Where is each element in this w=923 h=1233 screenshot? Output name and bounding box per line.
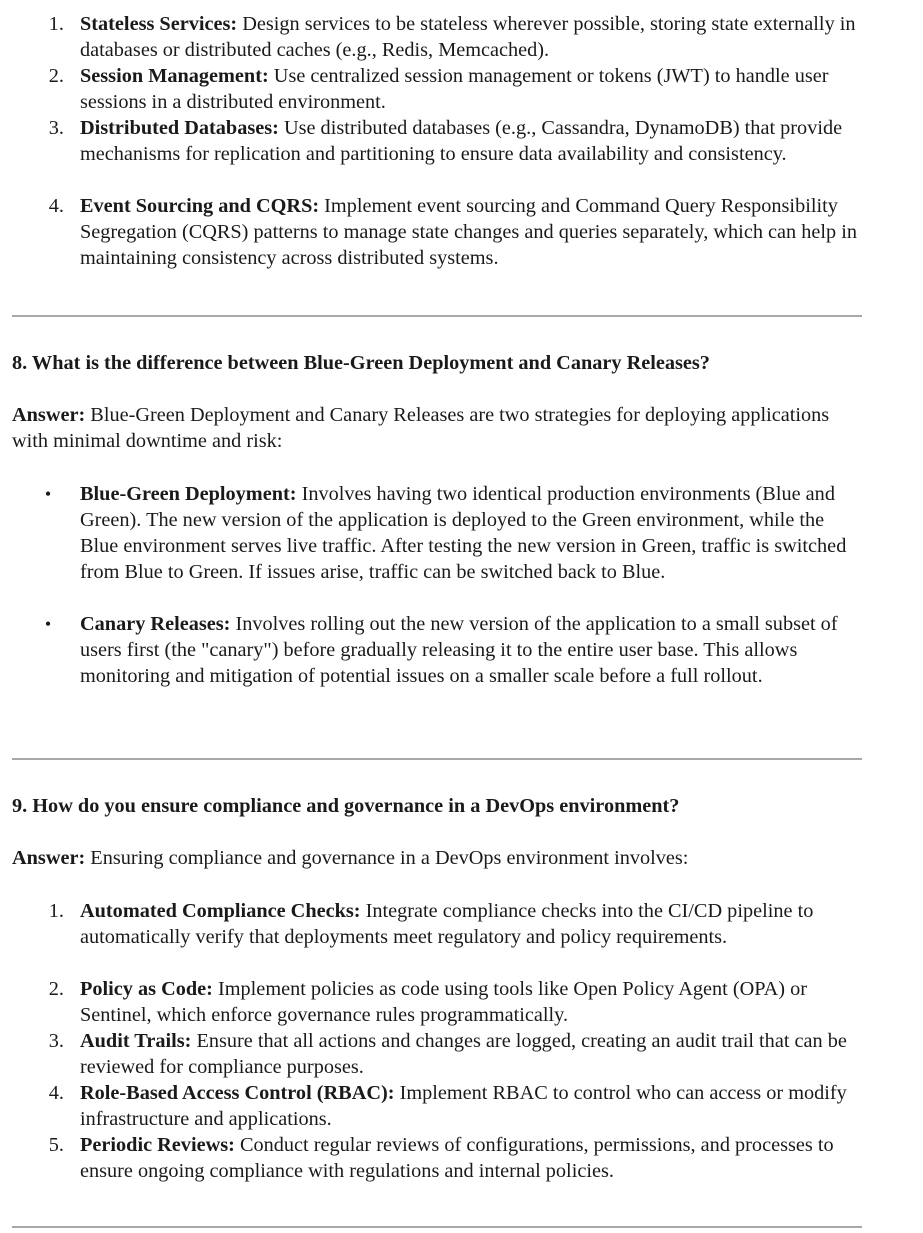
list-text: Use distributed databases (e.g., Cassandra, DynamoDB) that provide mechanisms for replication and partitioning to ensure data availability and consistency. [80,117,843,165]
question-heading: 9. How do you ensure compliance and governance in a DevOps environment? [12,795,680,817]
list-item [0,1080,860,1132]
list-term: Automated Compliance Checks: [80,900,361,922]
list-number: 4. [48,1082,64,1104]
list-text: Conduct regular reviews of configurations, permissions, and processes to ensure ongoing compliance with regulations and internal policies. [80,1134,834,1182]
list-number: 1. [48,13,64,35]
list-item [0,11,860,63]
list-item [0,1132,860,1184]
list-item [0,481,860,611]
list-term: Blue-Green Deployment: [80,483,297,505]
list-text: Implement RBAC to control who can access or modify infrastructure and applications. [80,1082,847,1130]
list-term: Audit Trails: [80,1030,192,1052]
list-number: 2. [48,978,64,1000]
list-text: Implement event sourcing and Command Query Responsibility Segregation (CQRS) patterns to manage state changes and queries separately, which can help in maintaining consistency across distributed systems. [80,195,858,269]
list-term: Event Sourcing and CQRS: [80,195,320,217]
list-term: Canary Releases: [80,613,231,635]
list-text: Integrate compliance checks into the CI/CD pipeline to automatically verify that deployments meet regulatory and policy requirements. [80,900,814,948]
deployment-strategies-list [0,481,860,715]
answer-label: Answer: [12,404,86,426]
list-term: Distributed Databases: [80,117,279,139]
section-divider [12,758,862,760]
list-number: 1. [48,900,64,922]
section-divider [12,315,862,317]
question-heading: 8. What is the difference between Blue-Green Deployment and Canary Releases? [12,352,710,374]
answer-paragraph [12,845,862,871]
answer-text: Blue-Green Deployment and Canary Releases are two strategies for deploying applications with minimal downtime and risk: [12,404,830,452]
list-term: Periodic Reviews: [80,1134,235,1156]
list-text: Design services to be stateless wherever possible, storing state externally in databases or distributed caches (e.g., Redis, Memcached). [80,13,856,61]
list-number: 3. [48,117,64,139]
answer-text: Ensuring compliance and governance in a DevOps environment involves: [85,847,689,869]
list-number: 3. [48,1030,64,1052]
list-text: Implement policies as code using tools like Open Policy Agent (OPA) or Sentinel, which enforce governance rules programmatically. [80,978,808,1026]
answer-paragraph [12,402,862,454]
list-number: 5. [48,1134,64,1156]
bullet-icon: • [44,484,52,504]
list-text: Ensure that all actions and changes are logged, creating an audit trail that can be reviewed for compliance purposes. [80,1030,847,1078]
list-number: 4. [48,195,64,217]
list-term: Policy as Code: [80,978,213,1000]
section-divider [12,1226,862,1228]
list-item [0,976,860,1028]
list-term: Session Management: [80,65,269,87]
list-text: Involves rolling out the new version of the application to a small subset of users first (the "canary") before gradually releasing it to the entire user base. This allows monitoring and mitigation of potential issues on a smaller scale before a full rollout. [80,613,838,687]
list-item [0,193,860,271]
list-number: 2. [48,65,64,87]
list-item [0,1028,860,1080]
list-term: Stateless Services: [80,13,238,35]
compliance-list [0,898,860,1184]
bullet-icon: • [44,614,52,634]
list-item [0,63,860,115]
list-term: Role-Based Access Control (RBAC): [80,1082,395,1104]
answer-label: Answer: [12,847,86,869]
list-item [0,611,860,715]
list-text: Use centralized session management or tokens (JWT) to handle user sessions in a distributed environment. [80,65,829,113]
list-item [0,115,860,193]
stateful-services-list [0,11,860,271]
list-text: Involves having two identical production environments (Blue and Green). The new version of the application is deployed to the Green environment, while the Blue environment serves live traffic. After testing the new version in Green, traffic is switched from Blue to Green. If issues arise, traffic can be switched back to Blue. [80,483,847,583]
list-item [0,898,860,976]
